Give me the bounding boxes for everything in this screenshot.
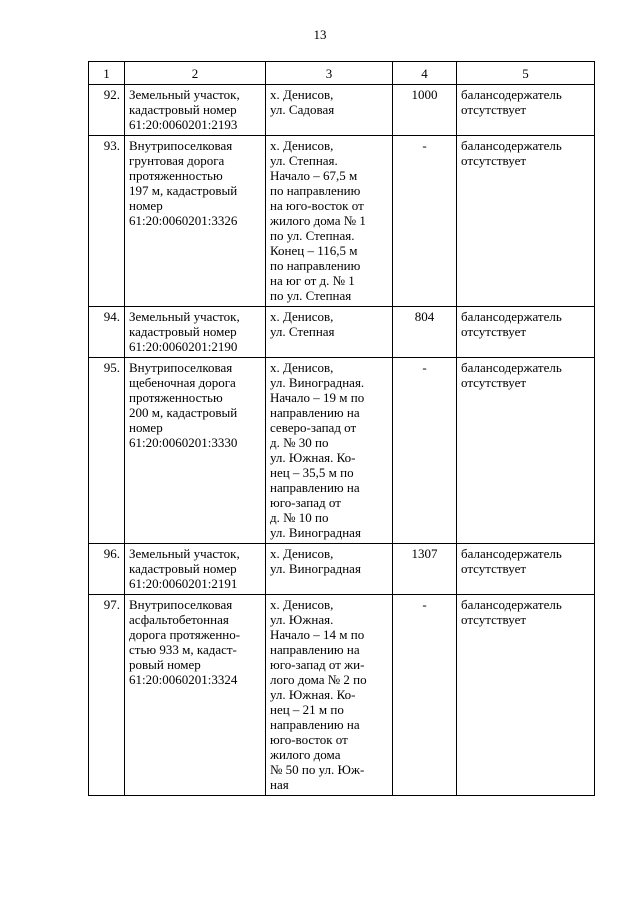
table-row (89, 544, 595, 595)
property-area: - (393, 136, 457, 307)
row-number: 94. (89, 307, 125, 358)
table-row (89, 595, 595, 796)
property-location: х. Денисов, ул. Садовая (266, 85, 393, 136)
table-row (89, 307, 595, 358)
property-name: Внутрипоселковая грунтовая дорога протяженностью 197 м, кадастровый номер 61:20:0060201:3326 (125, 136, 266, 307)
property-location: х. Денисов, ул. Степная (266, 307, 393, 358)
balance-holder: балансодержатель отсутствует (457, 85, 595, 136)
table-row (89, 85, 595, 136)
property-area: - (393, 358, 457, 544)
property-name: Внутрипоселковая асфальтобетонная дорога протяженно- стью 933 м, кадаст- ровый номер 61:20:0060201:3324 (125, 595, 266, 796)
row-number: 95. (89, 358, 125, 544)
property-name: Земельный участок, кадастровый номер 61:20:0060201:2193 (125, 85, 266, 136)
property-location: х. Денисов, ул. Виноградная. Начало – 19 м по направлению на северо-запад от д. № 30 по ул. Южная. Ко- нец – 35,5 м по направлению на юго-запад от д. № 10 по ул. Виноградная (266, 358, 393, 544)
property-location: х. Денисов, ул. Южная. Начало – 14 м по направлению на юго-запад от жи- лого дома № 2 по ул. Южная. Ко- нец – 21 м по направлению на юго-восток от жилого дома № 50 по ул. Юж- ная (266, 595, 393, 796)
table-row (89, 136, 595, 307)
property-area: 804 (393, 307, 457, 358)
property-area: 1307 (393, 544, 457, 595)
table-row (89, 358, 595, 544)
property-name: Земельный участок, кадастровый номер 61:20:0060201:2191 (125, 544, 266, 595)
row-number: 96. (89, 544, 125, 595)
property-location: х. Денисов, ул. Виноградная (266, 544, 393, 595)
balance-holder: балансодержатель отсутствует (457, 307, 595, 358)
page-number: 13 (313, 27, 327, 42)
column-header: 4 (393, 62, 457, 85)
balance-holder: балансодержатель отсутствует (457, 358, 595, 544)
row-number: 97. (89, 595, 125, 796)
property-area: 1000 (393, 85, 457, 136)
property-name: Внутрипоселковая щебеночная дорога протяженностью 200 м, кадастровый номер 61:20:0060201:3330 (125, 358, 266, 544)
balance-holder: балансодержатель отсутствует (457, 595, 595, 796)
column-header: 1 (89, 62, 125, 85)
column-header: 2 (125, 62, 266, 85)
row-number: 92. (89, 85, 125, 136)
balance-holder: балансодержатель отсутствует (457, 544, 595, 595)
property-table (88, 61, 595, 796)
property-name: Земельный участок, кадастровый номер 61:20:0060201:2190 (125, 307, 266, 358)
property-area: - (393, 595, 457, 796)
balance-holder: балансодержатель отсутствует (457, 136, 595, 307)
column-header: 3 (266, 62, 393, 85)
table-header-row (89, 62, 595, 85)
row-number: 93. (89, 136, 125, 307)
property-location: х. Денисов, ул. Степная. Начало – 67,5 м по направлению на юго-восток от жилого дома № 1 по ул. Степная. Конец – 116,5 м по направлению на юг от д. № 1 по ул. Степная (266, 136, 393, 307)
column-header: 5 (457, 62, 595, 85)
